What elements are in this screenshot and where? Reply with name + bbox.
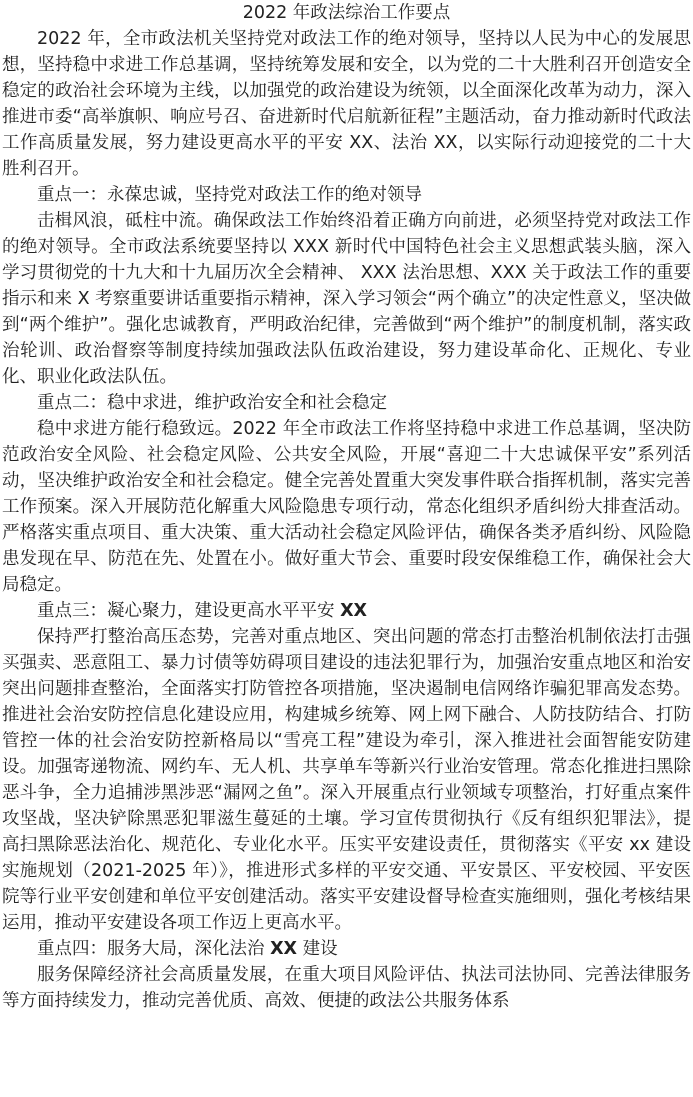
- section-heading-3-text: 重点三：凝心聚力，建设更高水平平安: [37, 601, 341, 621]
- section-heading-2: [2, 390, 691, 416]
- section-heading-4: [2, 936, 691, 962]
- section-body-4: 服务保障经济社会高质量发展，在重大项目风险评估、执法司法协同、完善法律服务等方面持续发力，推动完善优质、高效、便捷的政法公共服务体系: [2, 965, 691, 1011]
- document-title: 2022 年政法综治工作要点: [242, 3, 451, 23]
- section-heading-2-text: 重点二：稳中求进，维护政治安全和社会稳定: [37, 393, 387, 413]
- section-heading-3-emphasis: XX: [340, 601, 368, 621]
- section-heading-1: [2, 182, 691, 208]
- section-heading-4-emphasis: XX: [270, 939, 298, 959]
- section-heading-1-text: 重点一：永葆忠诚，坚持党对政法工作的绝对领导: [37, 185, 422, 205]
- section-body-3: 保持严打整治高压态势，完善对重点地区、突出问题的常态打击整治机制依法打击强买强卖、恶意阻工、暴力讨债等妨碍项目建设的违法犯罪行为，加强治安重点地区和治安突出问题排查整治，全面落实打防管控各项措施，坚决遏制电信网络诈骗犯罪高发态势。推进社会治安防控信息化建设应用，构建城乡统筹、网上网下融合、人防技防结合、打防管控一体的社会治安防控新格局以“雪亮工程”建设为牵引，深入推进社会面智能安防建设。加强寄递物流、网约车、无人机、共享单车等新兴行业治安管理。常态化推进扫黑除恶斗争，全力追捕涉黑涉恶“漏网之鱼”。深入开展重点行业领域专项整治，打好重点案件攻坚战，坚决铲除黑恶犯罪滋生蔓延的土壤。学习宣传贯彻执行《反有组织犯罪法》，提高扫黑除恶法治化、规范化、专业化水平。压实平安建设责任，贯彻落实《平安 xx 建设实施规划（2021-2025 年）》，推进形式多样的平安交通、平安景区、平安校园、平安医院等行业平安创建和单位平安创建活动。落实平安建设督导检查实施细则，强化考核结果运用，推动平安建设各项工作迈上更高水平。: [2, 627, 691, 933]
- section-body-1: 击楫风浪，砥柱中流。确保政法工作始终沿着正确方向前进，必须坚持党对政法工作的绝对领导。全市政法系统要坚持以 XXX 新时代中国特色社会主义思想武装头脑，深入学习贯彻党的十九大和十九届历次全会精神、 XXX 法治思想、XXX 关于政法工作的重要指示和来 X 考察重要讲话重要指示精神，深入学习领会“两个确立”的决定性意义，坚决做到“两个维护”。强化忠诚教育，严明政治纪律，完善做到“两个维护”的制度机制，落实政治轮训、政治督察等制度持续加强政法队伍政治建设，努力建设革命化、正规化、专业化、职业化政法队伍。: [2, 211, 691, 387]
- section-heading-4-text: 重点四：服务大局，深化法治: [37, 939, 271, 959]
- section-heading-3: [2, 598, 691, 624]
- intro-paragraph: 2022 年，全市政法机关坚持党对政法工作的绝对领导，坚持以人民为中心的发展思想，坚持稳中求进工作总基调，坚持统筹发展和安全，以为党的二十大胜利召开创造安全稳定的政治社会环境为主线，以加强党的政治建设为统领，以全面深化改革为动力，深入推进市委“高举旗帜、响应号召、奋进新时代启航新征程”主题活动，奋力推动新时代政法工作高质量发展，努力建设更高水平的平安 XX、法治 XX，以实际行动迎接党的二十大胜利召开。: [2, 29, 691, 179]
- section-heading-4-tail: 建设: [297, 939, 338, 959]
- section-body-2: 稳中求进方能行稳致远。2022 年全市政法工作将坚持稳中求进工作总基调，坚决防范政治安全风险、社会稳定风险、公共安全风险，开展“喜迎二十大忠诚保平安”系列活动，坚决维护政治安全和社会稳定。健全完善处置重大突发事件联合指挥机制，落实完善工作预案。深入开展防范化解重大风险隐患专项行动，常态化组织矛盾纠纷大排查活动。严格落实重点项目、重大决策、重大活动社会稳定风险评估，确保各类矛盾纠纷、风险隐患发现在早、防范在先、处置在小。做好重大节会、重要时段安保维稳工作，确保社会大局稳定。: [2, 419, 691, 595]
